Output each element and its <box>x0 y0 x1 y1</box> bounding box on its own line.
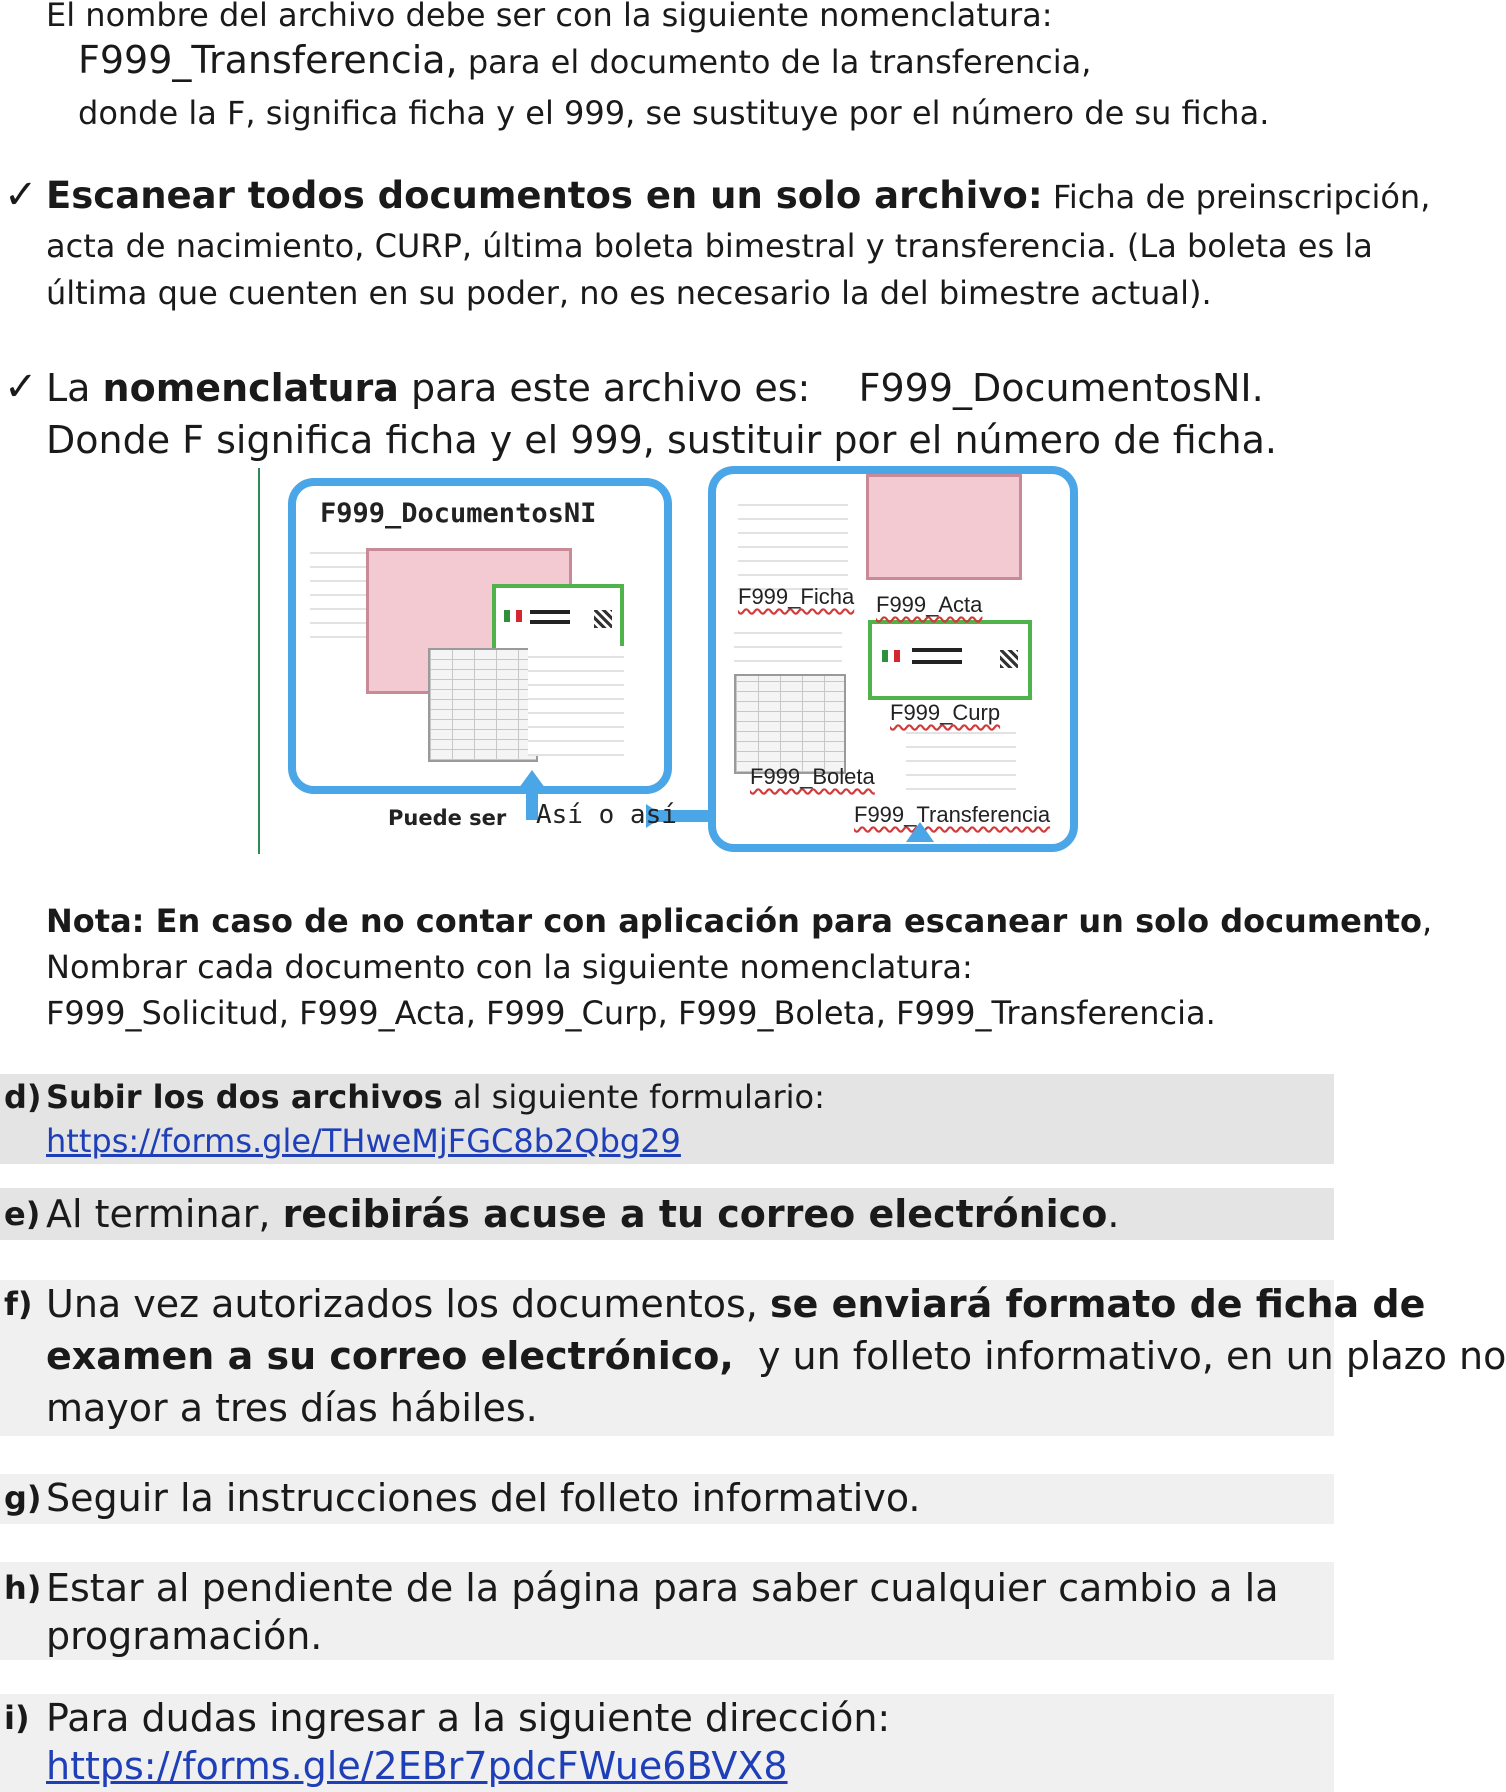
step-h-line-2: programación. <box>46 1614 323 1658</box>
qr-code-icon <box>1000 650 1018 668</box>
caption-puede-ser: Puede ser <box>388 806 507 830</box>
curp-bar <box>912 660 962 664</box>
step-g-text: Seguir la instrucciones del folleto informativo. <box>46 1476 921 1520</box>
bullet-nomenclature-pre: La <box>46 366 103 410</box>
step-e-post: . <box>1107 1192 1120 1236</box>
transfer-filename-code: F999_Transferencia, <box>78 38 458 82</box>
step-h-letter: h) <box>4 1569 42 1607</box>
boleta-header-thumbnail <box>734 624 842 676</box>
label-ficha: F999_Ficha <box>738 584 855 609</box>
illustration-divider <box>258 468 260 854</box>
bullet-scan-heading: Escanear todos documentos en un solo archivo: <box>46 174 1043 217</box>
questions-form-link[interactable]: https://forms.gle/2EBr7pdcFWue6BVX8 <box>46 1744 788 1788</box>
curp-doc-thumbnail <box>868 620 1032 700</box>
bullet-nomenclature-line-1 <box>46 362 1264 414</box>
single-file-title: F999_DocumentosNI <box>320 498 597 529</box>
step-f-rest-2: y un folleto informativo, en un plazo no <box>733 1334 1506 1378</box>
nota-line-1 <box>46 898 1432 944</box>
bullet-scan-line-2: acta de nacimiento, CURP, última boleta bimestral y transferencia. (La boleta es la <box>46 227 1373 265</box>
step-f-line-3: mayor a tres días hábiles. <box>46 1386 538 1430</box>
step-f-pre: Una vez autorizados los documentos, <box>46 1282 770 1326</box>
acta-doc-thumbnail <box>866 474 1022 580</box>
check-icon: ✓ <box>4 364 38 410</box>
step-i-letter: i) <box>4 1699 30 1737</box>
nomenclature-illustration <box>258 466 1078 856</box>
qr-code-icon <box>594 610 612 628</box>
label-boleta: F999_Boleta <box>750 764 875 789</box>
upload-form-link[interactable]: https://forms.gle/THweMjFGC8b2Qbg29 <box>46 1122 681 1160</box>
nota-heading: Nota: En caso de no contar con aplicación para escanear un solo documento <box>46 902 1422 940</box>
step-i-text: Para dudas ingresar a la siguiente dirección: <box>46 1696 891 1740</box>
step-e-pre: Al terminar, <box>46 1192 283 1236</box>
arrow-up-icon <box>906 822 934 842</box>
curp-bar <box>912 648 962 652</box>
bullet-nomenclature-line-2: Donde F significa ficha y el 999, sustituir por el número de ficha. <box>46 418 1277 462</box>
step-f-line-1 <box>46 1278 1425 1330</box>
report-card-thumbnail <box>428 648 538 762</box>
single-file-card <box>288 478 672 794</box>
step-f-letter: f) <box>4 1285 33 1323</box>
curp-bar <box>530 620 570 624</box>
intro-line-2-rest: para el documento de la transferencia, <box>457 43 1092 81</box>
separate-files-card <box>708 466 1078 852</box>
step-e-bold: recibirás acuse a tu correo electrónico <box>282 1192 1108 1236</box>
intro-line-2 <box>78 38 1091 82</box>
nota-line-3: F999_Solicitud, F999_Acta, F999_Curp, F999_Boleta, F999_Transferencia. <box>46 994 1216 1032</box>
curp-thumbnail <box>492 584 624 654</box>
curp-bar <box>530 610 570 614</box>
step-e-text <box>46 1188 1119 1240</box>
nota-comma: , <box>1421 902 1433 940</box>
bullet-scan-rest: Ficha de preinscripción, <box>1042 178 1431 216</box>
flag-icon <box>504 610 522 622</box>
intro-line-1: El nombre del archivo debe ser con la siguiente nomenclatura: <box>46 0 1053 34</box>
flag-icon <box>882 650 900 662</box>
label-acta: F999_Acta <box>876 592 983 617</box>
transfer-doc-thumbnail <box>528 646 624 756</box>
bullet-scan-line-3: última que cuenten en su poder, no es necesario la del bimestre actual). <box>46 274 1212 312</box>
step-d-rest: al siguiente formulario: <box>442 1078 825 1116</box>
ficha-doc-thumbnail <box>738 500 848 590</box>
bullet-nomenclature-post: para este archivo es: F999_DocumentosNI. <box>398 366 1264 410</box>
step-e-letter: e) <box>4 1195 41 1233</box>
step-f-bold-1: se enviará formato de ficha de <box>769 1282 1426 1326</box>
bullet-scan-line-1 <box>46 174 1430 217</box>
caption-asi-o-asi: Así o así <box>536 800 677 830</box>
boleta-doc-thumbnail <box>734 674 846 774</box>
nota-line-2: Nombrar cada documento con la siguiente nomenclatura: <box>46 948 973 986</box>
bullet-nomenclature-bold: nomenclatura <box>102 366 399 410</box>
step-f-bold-2: examen a su correo electrónico, <box>46 1334 734 1378</box>
step-d-line-1 <box>46 1074 825 1120</box>
label-curp: F999_Curp <box>890 700 1001 725</box>
step-f-line-2 <box>46 1330 1506 1382</box>
step-d-letter: d) <box>4 1078 42 1116</box>
label-transferencia: F999_Transferencia <box>854 802 1051 827</box>
arrow-up-icon <box>516 770 548 792</box>
step-h-line-1: Estar al pendiente de la página para saber cualquier cambio a la <box>46 1566 1279 1610</box>
step-g-letter: g) <box>4 1479 42 1517</box>
step-d-bold: Subir los dos archivos <box>46 1078 443 1116</box>
check-icon: ✓ <box>4 172 38 218</box>
intro-line-3: donde la F, significa ficha y el 999, se sustituye por el número de su ficha. <box>78 94 1270 132</box>
transferencia-doc-thumbnail <box>906 730 1016 790</box>
